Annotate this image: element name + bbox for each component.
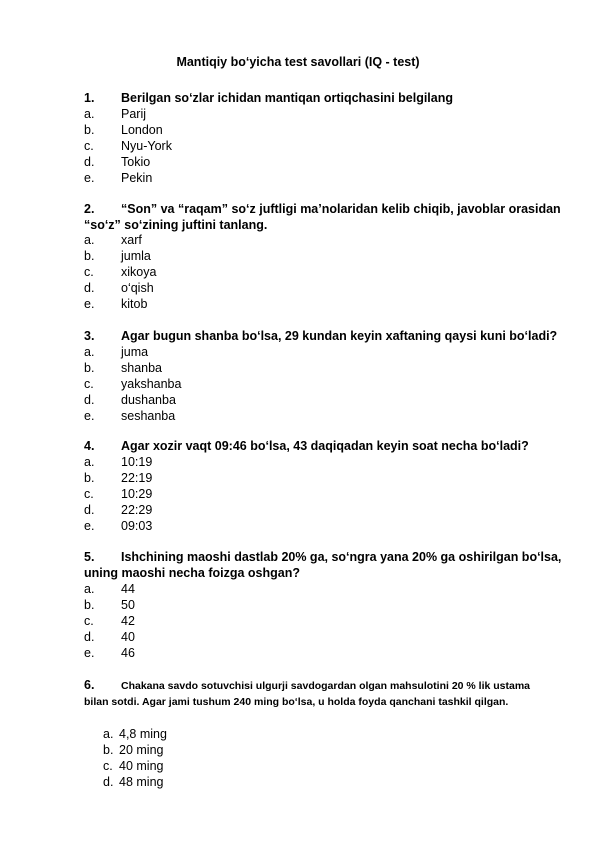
option: b. jumla [84,249,151,263]
question-1 [84,90,564,106]
question-text: Berilgan so‘zlar ichidan mantiqan ortiqchasini belgilang [121,91,454,105]
question-number: 1. [84,91,95,105]
option: b. 22:19 [84,471,153,485]
option: a. Parij [84,107,147,121]
option: e. kitob [84,297,148,311]
option: a. 4,8 ming [103,727,167,741]
question-number: 5. [84,550,95,564]
question-4 [84,438,564,454]
option: d. 40 [84,630,135,644]
option: c. 42 [84,614,135,628]
option: c. xikoya [84,265,157,279]
question-5 [84,549,564,581]
page-title: Mantiqiy bo‘yicha test savollari (IQ - test) [176,55,420,69]
question-3 [84,328,564,344]
option: d. Tokio [84,155,151,169]
option: a. 10:19 [84,455,153,469]
question-2 [84,201,564,233]
question-number: 4. [84,439,95,453]
option: b. shanba [84,361,163,375]
option: d. dushanba [84,393,176,407]
question-number: 6. [84,678,95,692]
question-number: 3. [84,329,95,343]
option: a. xarf [84,233,142,247]
question-text: Chakana savdo sotuvchisi ulgurji savdogardan olgan mahsulotini 20 % lik ustama bilan sotdi. Agar jami tushum 240 ming bo‘lsa, u holda foyda qanchani tashkil qilgan. [84,680,531,708]
option: d. o‘qish [84,281,154,295]
question-text: Agar bugun shanba bo‘lsa, 29 kundan keyin xaftaning qaysi kuni bo‘ladi? [121,329,558,343]
option: c. yakshanba [84,377,182,391]
question-text: “Son” va “raqam” so‘z juftligi ma’nolaridan kelib chiqib, javoblar orasidan “so‘z” so‘zining juftini tanlang. [84,202,561,232]
option: e. 09:03 [84,519,153,533]
option: c. 40 ming [103,759,164,773]
option: b. 50 [84,598,135,612]
option: a. 44 [84,582,135,596]
question-text: Ishchining maoshi dastlab 20% ga, so‘ngra yana 20% ga oshirilgan bo‘lsa, uning maoshi necha foizga oshgan? [84,550,562,580]
option: e. 46 [84,646,135,660]
option: a. juma [84,345,149,359]
question-6 [84,677,554,710]
question-number: 2. [84,202,95,216]
option: c. 10:29 [84,487,153,501]
option: d. 22:29 [84,503,153,517]
option: b. London [84,123,163,137]
question-text: Agar xozir vaqt 09:46 bo‘lsa, 43 daqiqadan keyin soat necha bo‘ladi? [121,439,529,453]
option: b. 20 ming [103,743,164,757]
option: c. Nyu-York [84,139,172,153]
option: e. Pekin [84,171,153,185]
option: e. seshanba [84,409,176,423]
option: d. 48 ming [103,775,164,789]
